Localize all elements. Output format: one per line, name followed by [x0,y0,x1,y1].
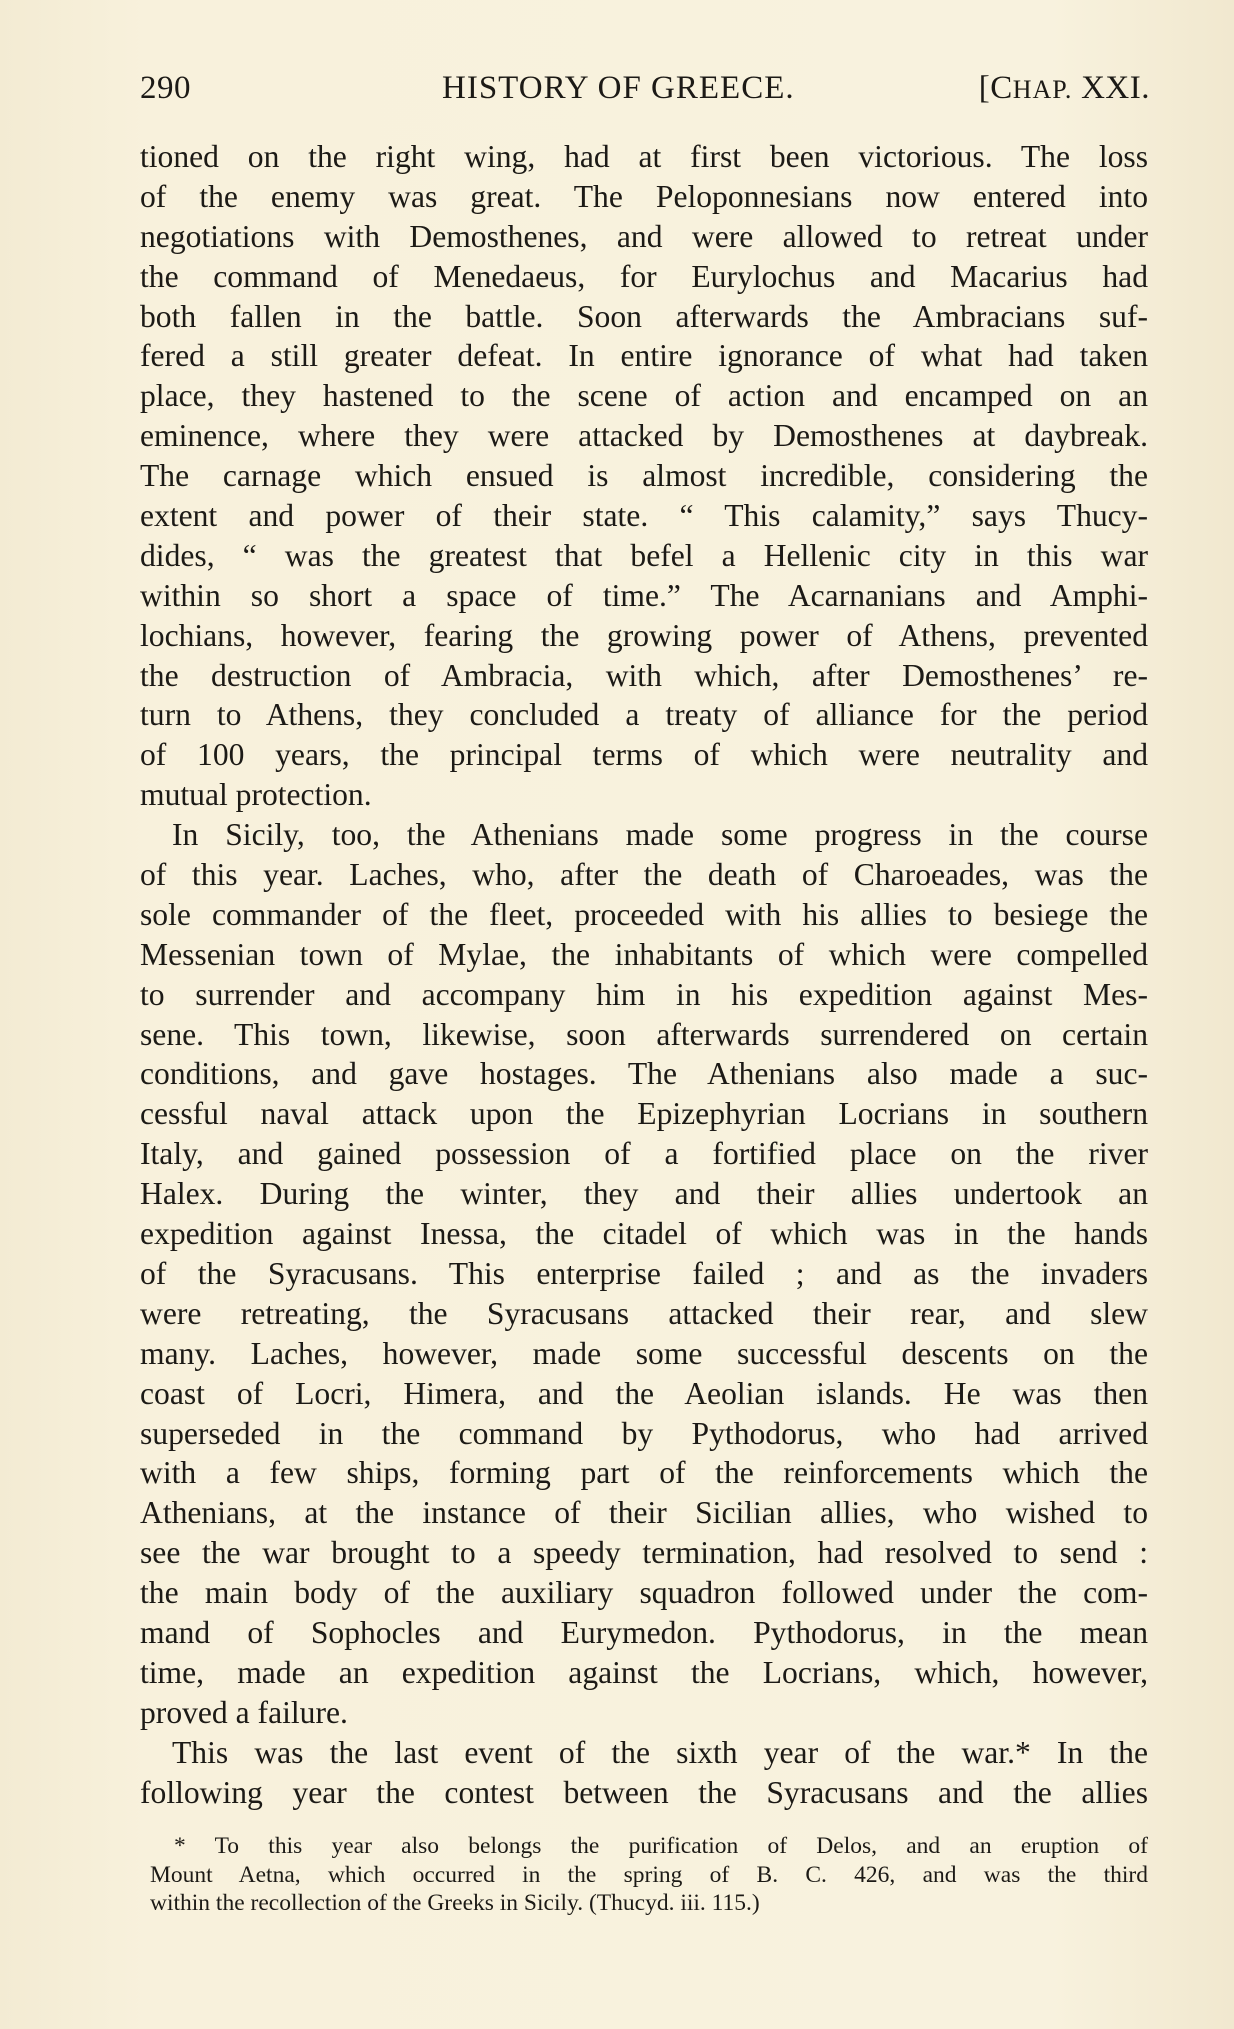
text-line: were retreating, the Syracusans attacked their rear, and slew [140,1295,1148,1331]
paragraph-start-line: In Sicily, too, the Athenians made some progress in the course [172,817,1148,853]
body-text [140,137,1148,1812]
text-line: dides, “ was the greatest that befel a Hellenic city in this war [140,537,1148,573]
text-line: sene. This town, likewise, soon afterwards surrendered on certain [140,1016,1148,1052]
text-line: cessful naval attack upon the Epizephyrian Locrians in southern [140,1096,1148,1132]
text-line: of the Syracusans. This enterprise failed ; and as the invaders [140,1255,1148,1291]
text-line: mand of Sophocles and Eurymedon. Pythodorus, in the mean [140,1614,1148,1650]
chapter-label [979,70,1150,107]
text-line: lochians, however, fearing the growing power of Athens, prevented [140,617,1148,653]
text-line: expedition against Inessa, the citadel of which was in the hands [140,1216,1148,1252]
footnote-line: Mount Aetna, which occurred in the spring of B. C. 426, and was the third [150,1861,1148,1888]
text-line: fered a still greater defeat. In entire ignorance of what had taken [140,338,1148,374]
page-number: 290 [140,70,191,106]
running-title: HISTORY OF GREECE. [442,70,795,106]
page-header [140,70,1150,114]
text-line: negotiations with Demosthenes, and were allowed to retreat under [140,218,1148,254]
text-line: of the enemy was great. The Peloponnesians now entered into [140,178,1148,214]
text-line: extent and power of their state. “ This calamity,” says Thucy- [140,498,1148,534]
chapter-smallcaps: HAP. [1012,75,1073,104]
text-line: Italy, and gained possession of a fortified place on the river [140,1136,1148,1172]
text-line: Athenians, at the instance of their Sicilian allies, who wished to [140,1495,1148,1531]
text-line: following year the contest between the Syracusans and the allies [140,1774,1148,1810]
text-line: to surrender and accompany him in his expedition against Mes- [140,976,1148,1012]
text-line: the command of Menedaeus, for Eurylochus and Macarius had [140,258,1148,294]
text-line: tioned on the right wing, had at first been victorious. The loss [140,139,1148,174]
footnote-line: * To this year also belongs the purification of Delos, and an eruption of [174,1833,1148,1859]
text-line: the destruction of Ambracia, with which, after Demosthenes’ re- [140,657,1148,693]
text-line: many. Laches, however, made some successful descents on the [140,1335,1148,1371]
text-line: within so short a space of time.” The Acarnanians and Amphi- [140,577,1148,613]
chapter-numeral: XXI. [1072,70,1150,106]
footnote [150,1832,1148,1918]
text-line: Halex. During the winter, they and their allies undertook an [140,1176,1148,1212]
text-line: superseded in the command by Pythodorus, who had arrived [140,1415,1148,1451]
text-line: Messenian town of Mylae, the inhabitants of which were compelled [140,936,1148,972]
text-line: mutual protection. [140,777,372,813]
text-line: sole commander of the fleet, proceeded with his allies to besiege the [140,896,1148,932]
text-line: place, they hastened to the scene of action and encamped on an [140,378,1148,414]
text-line: proved a failure. [140,1694,348,1730]
text-line: with a few ships, forming part of the reinforcements which the [140,1455,1148,1491]
text-line: The carnage which ensued is almost incredible, considering the [140,458,1148,494]
text-line: both fallen in the battle. Soon afterwards the Ambracians suf- [140,298,1148,334]
text-line: conditions, and gave hostages. The Athenians also made a suc- [140,1056,1148,1092]
paragraph-start-line: This was the last event of the sixth year of the war.* In the [172,1734,1148,1770]
text-line: of this year. Laches, who, after the death of Charoeades, was the [140,857,1148,893]
text-line: coast of Locri, Himera, and the Aeolian islands. He was then [140,1375,1148,1411]
footnote-line: within the recollection of the Greeks in Sicily. (Thucyd. iii. 115.) [150,1890,760,1916]
text-line: time, made an expedition against the Locrians, which, however, [140,1654,1148,1690]
chapter-bracket: [C [978,70,1013,106]
text-line: turn to Athens, they concluded a treaty of alliance for the period [140,697,1148,733]
text-line: of 100 years, the principal terms of which were neutrality and [140,737,1148,773]
text-line: see the war brought to a speedy termination, had resolved to send : [140,1535,1148,1571]
text-line: eminence, where they were attacked by Demosthenes at daybreak. [140,418,1148,454]
text-line: the main body of the auxiliary squadron followed under the com- [140,1575,1148,1611]
